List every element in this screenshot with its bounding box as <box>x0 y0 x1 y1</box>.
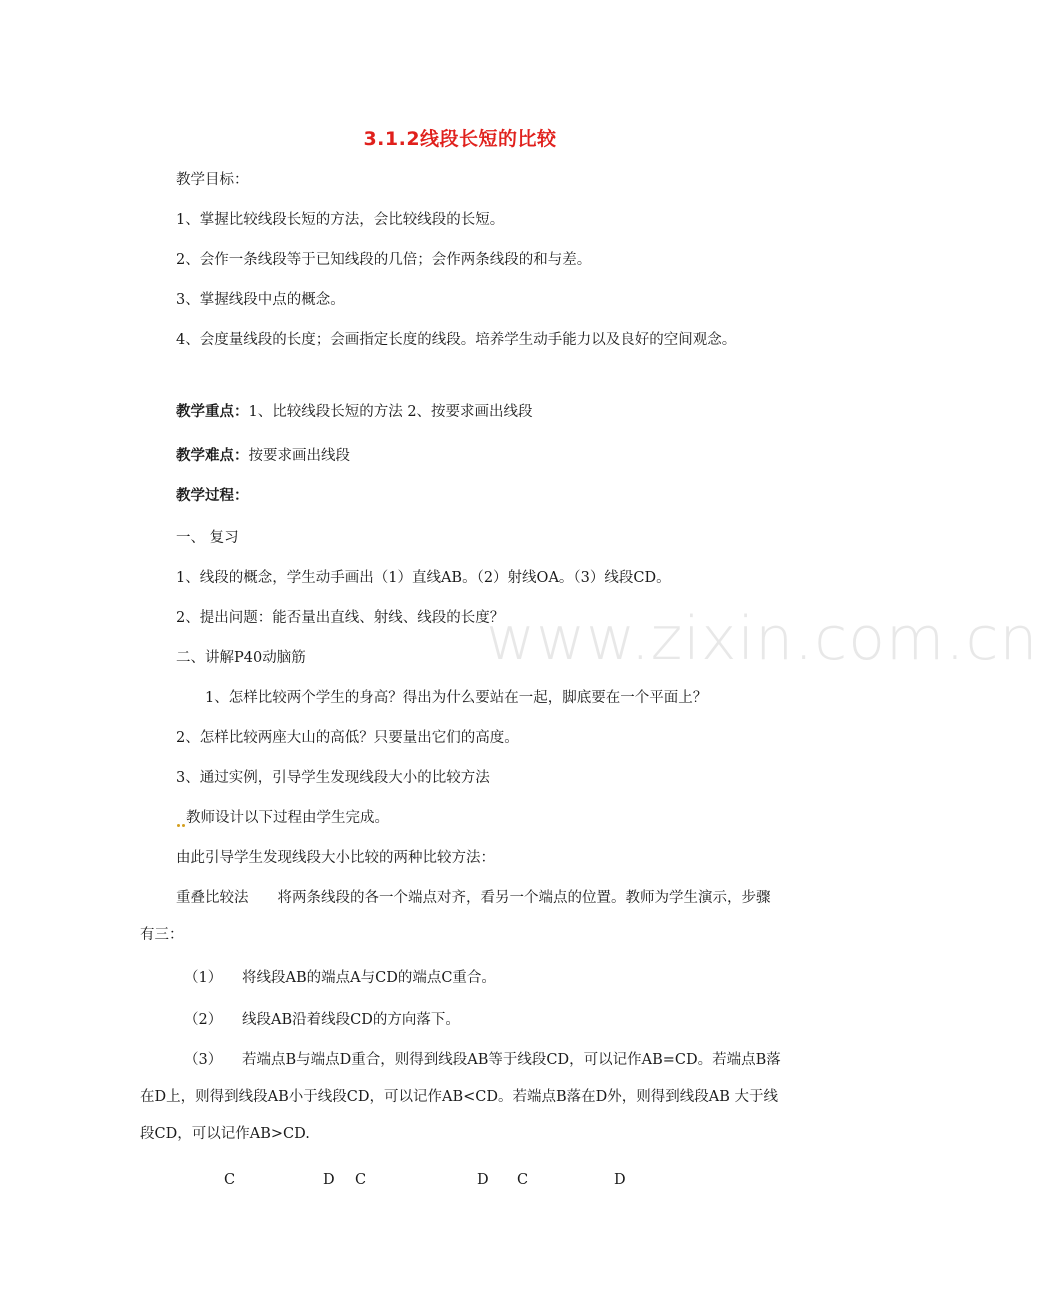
process-heading: 教学过程： <box>176 487 249 504</box>
review-item-2: 2、提出问题：能否量出直线、射线、线段的长度？ <box>176 610 505 626</box>
objective-3: 3、掌握线段中点的概念。 <box>176 292 345 308</box>
section-review: 一、 复习 <box>176 530 239 546</box>
point-label-c: C <box>224 1172 236 1188</box>
objective-1: 1、掌握比较线段长短的方法，会比较线段的长短。 <box>176 212 505 228</box>
objectives-heading: 教学目标： <box>176 172 249 188</box>
key-point <box>176 403 533 421</box>
lecture-item-3: 3、通过实例，引导学生发现线段大小的比较方法 <box>176 770 490 786</box>
mark-dot <box>182 824 185 827</box>
point-label-d: D <box>614 1172 626 1188</box>
lecture-item-4: 教师设计以下过程由学生完成。 <box>176 809 389 827</box>
lecture-item-1: 1、怎样比较两个学生的身高？得出为什么要站在一起，脚底要在一个平面上？ <box>205 690 708 706</box>
key-point-text: 1、比较线段长短的方法 2、按要求画出线段 <box>248 404 533 420</box>
step-text: 线段AB沿着线段CD的方向落下。 <box>242 1012 460 1028</box>
step-number: （3） <box>184 1052 223 1068</box>
step-2 <box>184 1011 460 1029</box>
objective-4: 4、会度量线段的长度；会画指定长度的线段。培养学生动手能力以及良好的空间观念。 <box>176 332 737 348</box>
watermark: www.zixin.com.cn <box>486 604 1038 674</box>
step-text: 若端点B与端点D重合，则得到线段AB等于线段CD，可以记作AB=CD。若端点B落在D上，则得到线段AB小于线段CD，可以记作AB<CD。若端点B落在D外，则得到线段AB 大于线段CD，可以记作AB>CD. <box>140 1052 781 1142</box>
step-1 <box>184 969 496 987</box>
mark-dot <box>177 824 180 827</box>
step-3 <box>140 1042 782 1153</box>
section-lecture: 二、讲解P40动脑筋 <box>176 650 306 666</box>
point-label-c: C <box>355 1172 367 1188</box>
page-title: 3.1.2线段长短的比较 <box>363 128 557 150</box>
lecture-item-5: 由此引导学生发现线段大小比较的两种比较方法： <box>176 850 495 866</box>
step-number: （1） <box>184 970 223 986</box>
objective-2: 2、会作一条线段等于已知线段的几倍；会作两条线段的和与差。 <box>176 252 592 268</box>
point-label-d: D <box>323 1172 335 1188</box>
difficulty-text: 按要求画出线段 <box>248 448 350 464</box>
key-point-label: 教学重点： <box>176 403 249 420</box>
difficulty <box>176 447 350 465</box>
review-item-1: 1、线段的概念，学生动手画出（1）直线AB。（2）射线OA。（3）线段CD。 <box>176 570 671 586</box>
overlap-method: 重叠比较法 将两条线段的各一个端点对齐，看另一个端点的位置。教师为学生演示，步骤有三： <box>140 890 771 943</box>
lecture-item-2: 2、怎样比较两座大山的高低？只要量出它们的高度。 <box>176 730 519 746</box>
point-label-c: C <box>517 1172 529 1188</box>
difficulty-label: 教学难点： <box>176 447 249 464</box>
point-label-d: D <box>477 1172 489 1188</box>
step-number: （2） <box>184 1012 223 1028</box>
step-text: 将线段AB的端点A与CD的端点C重合。 <box>242 970 496 986</box>
